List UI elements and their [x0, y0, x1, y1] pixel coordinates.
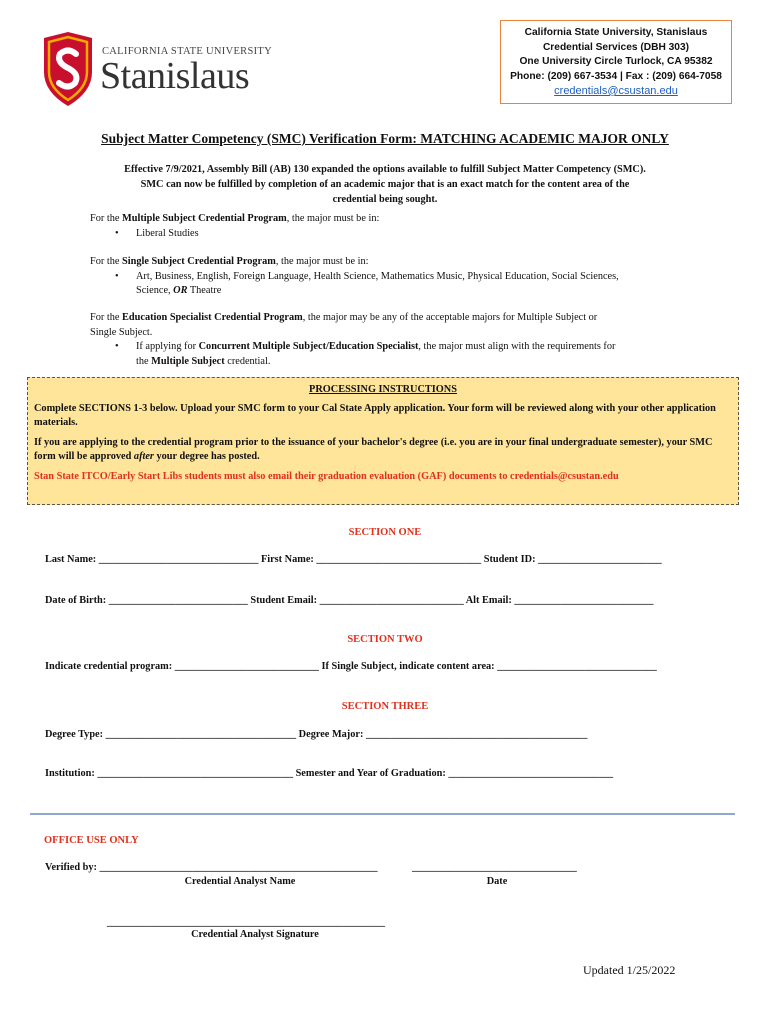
education-specialist-section — [90, 311, 680, 369]
list-item: • If applying for Concurrent Multiple Subject/Education Specialist, the major must align with the requirements for the Multiple Subject credential. — [90, 340, 680, 369]
date-label: Date — [486, 876, 508, 887]
logo-name: Stanislaus — [100, 55, 250, 97]
contact-email-link[interactable]: credentials@csustan.edu — [554, 85, 678, 97]
section-three-heading: SECTION THREE — [341, 701, 429, 712]
edspec-lead: For the Education Specialist Credential Program, the major may be any of the acceptable majors for Multiple Subject or Single Subject. — [90, 312, 598, 338]
university-logo — [40, 32, 290, 112]
list-item: • Liberal Studies — [90, 227, 680, 242]
processing-itco-note: Stan State ITCO/Early Start Libs students must also email their graduation evaluation (GAF) documents to credentials@csustan.edu — [34, 471, 619, 482]
contact-line: California State University, Stanislaus — [524, 27, 708, 38]
processing-step-2: If you are applying to the credential program prior to the issuance of your bachelor's degree (i.e. you are in your final undergraduate semester), your SMC form will be approved after your degree has posted. — [34, 437, 713, 462]
logo-university-line: CALIFORNIA STATE UNIVERSITY — [102, 46, 273, 57]
contact-phone: Phone: (209) 667-3534 | Fax : (209) 664-7058 — [510, 70, 722, 82]
intro-line: credential being sought. — [332, 194, 438, 205]
section-two-heading: SECTION TWO — [347, 634, 423, 645]
section-three-institution-row[interactable]: Institution: ______________________________________ Semester and Year of Graduation: ________________________________ — [45, 768, 614, 779]
single-subject-lead: For the Single Subject Credential Program, the major must be in: — [90, 256, 369, 267]
section-three-degree-row[interactable]: Degree Type: _____________________________________ Degree Major: ___________________________________________ — [45, 729, 588, 740]
single-subject-section — [90, 255, 680, 299]
intro-text — [80, 162, 690, 207]
section-one-name-row[interactable]: Last Name: _______________________________ First Name: ________________________________ Student ID: ________________________ — [45, 554, 662, 565]
multiple-subject-section — [90, 212, 680, 241]
contact-line: One University Circle Turlock, CA 95382 — [519, 56, 713, 67]
verified-by-line[interactable]: Verified by: ______________________________________________________ — [45, 862, 378, 873]
processing-title: PROCESSING INSTRUCTIONS — [309, 384, 457, 395]
shield-icon — [40, 32, 96, 106]
office-use-heading: OFFICE USE ONLY — [44, 835, 139, 846]
updated-date: Updated 1/25/2022 — [583, 963, 676, 977]
section-divider — [30, 813, 735, 815]
section-two-program-row[interactable]: Indicate credential program: ____________________________ If Single Subject, indicate content area: _______________________________ — [45, 661, 657, 672]
section-one-heading: SECTION ONE — [348, 527, 422, 538]
section-one-contact-row[interactable]: Date of Birth: ___________________________ Student Email: ____________________________ Alt Email: ___________________________ — [45, 595, 654, 606]
form-title: Subject Matter Competency (SMC) Verification Form: MATCHING ACADEMIC MAJOR ONLY — [101, 131, 669, 146]
contact-line: Credential Services (DBH 303) — [542, 41, 690, 53]
processing-instructions-box — [27, 377, 739, 505]
intro-line: Effective 7/9/2021, Assembly Bill (AB) 130 expanded the options available to fulfill Subject Matter Competency (SMC). — [124, 164, 646, 175]
list-item: • Art, Business, English, Foreign Language, Health Science, Mathematics Music, Physical Education, Social Sciences, Science, OR Theatre — [90, 270, 680, 299]
analyst-name-label: Credential Analyst Name — [184, 876, 296, 887]
analyst-signature-label: Credential Analyst Signature — [191, 929, 319, 940]
intro-line: SMC can now be fulfilled by completion of an academic major that is an exact match for the content area of the — [140, 179, 630, 190]
contact-box — [500, 20, 732, 104]
signature-line[interactable]: ______________________________________________________ — [107, 917, 386, 928]
date-line[interactable]: ________________________________ — [412, 862, 577, 873]
multiple-subject-lead: For the Multiple Subject Credential Program, the major must be in: — [90, 213, 380, 224]
processing-step-1: Complete SECTIONS 1-3 below. Upload your SMC form to your Cal State Apply application. Your form will be reviewed along with your other application materials. — [34, 403, 716, 428]
